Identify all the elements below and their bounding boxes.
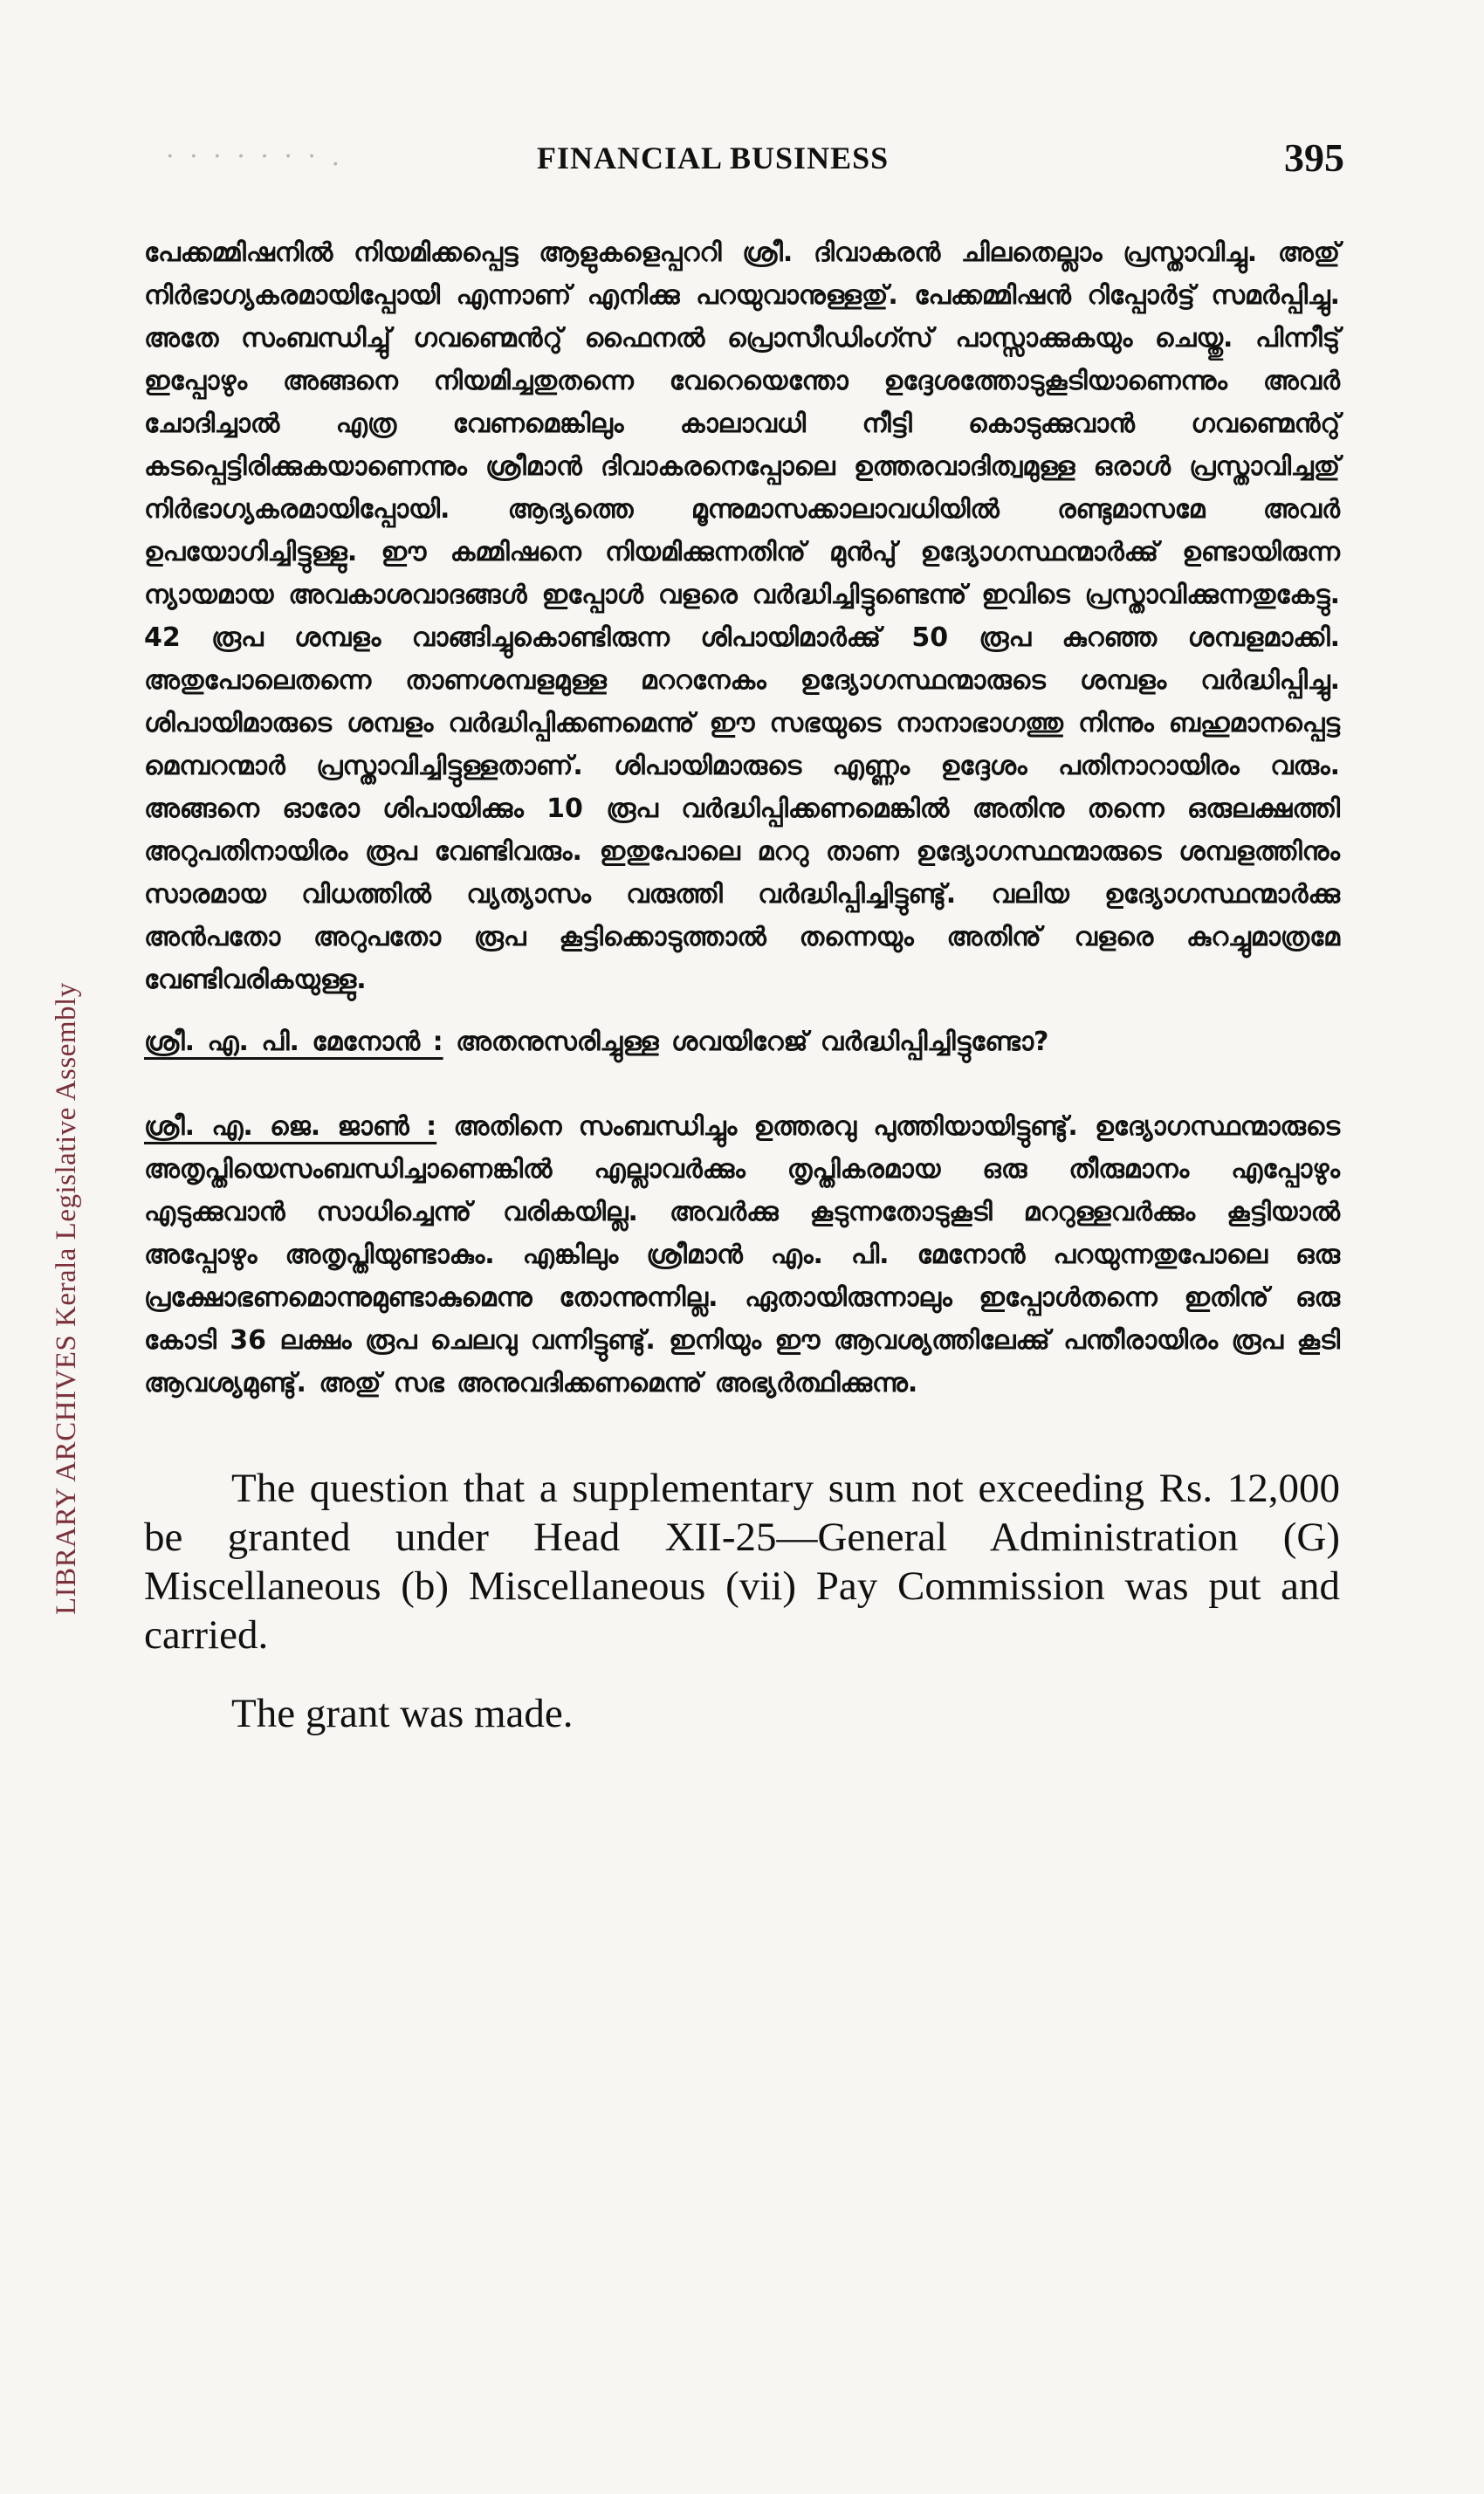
speech-menon <box>144 1020 1340 1063</box>
page-header <box>144 131 1344 183</box>
speech-john <box>144 1105 1340 1405</box>
archive-stamp: LIBRARY ARCHIVES Kerala Legislative Assembly <box>51 982 82 1615</box>
question-paragraph: The question that a supplementary sum not exceeding Rs. 12,000 be granted under Head XII-25—General Administration (G) Miscellaneous (b) Miscellaneous (vii) Pay Commission was put and carried. <box>144 1466 1340 1658</box>
header-faded-text: · · · · · · · . <box>166 141 344 172</box>
speaker-name: ശ്രീ. എ. പി. മേനോൻ : <box>144 1027 443 1057</box>
speech-text: അതനുസരിച്ചുള്ള ശവയിറേജ് വർദ്ധിപ്പിച്ചിട്ടുണ്ടോ? <box>456 1027 1049 1057</box>
page-number: 395 <box>1284 135 1344 180</box>
page-body <box>144 231 1340 1738</box>
speaker-name: ശ്രീ. എ. ജെ. ജാൺ : <box>144 1111 437 1142</box>
paragraph-1: പേക്കമ്മിഷനിൽ നിയമിക്കപ്പെട്ട ആളുകളെപ്പററി ശ്രീ. ദിവാകരൻ ചിലതെല്ലാം പ്രസ്താവിച്ചു. അതു് നിർഭാഗ്യകരമായിപ്പോയി എന്നാണ് എനിക്കു പറയുവാനുള്ളതു്. പേക്കമ്മിഷൻ റിപ്പോർട്ട് സമർപ്പിച്ചു. അതേ സംബന്ധിച്ചു് ഗവണ്മെൻറു് ഫൈനൽ പ്രൊസീഡിംഗ്സ് പാസ്സാക്കുകയും ചെയ്തു. പിന്നീടു് ഇപ്പോഴും അങ്ങനെ നിയമിച്ചതുതന്നെ വേറെയെന്തോ ഉദ്ദേശത്തോടുകൂടിയാണെന്നും അവർ ചോദിച്ചാൽ എത്ര വേണമെങ്കിലും കാലാവധി നീട്ടി കൊടുക്കുവാൻ ഗവണ്മെൻറു് കടപ്പെട്ടിരിക്കുകയാണെന്നും ശ്രീമാൻ ദിവാകരനെപ്പോലെ ഉത്തരവാദിത്വമുള്ള ഒരാൾ പ്രസ്താവിച്ചതു് നിർഭാഗ്യകരമായിപ്പോയി. ആദ്യത്തെ മൂന്നുമാസക്കാലാവധിയിൽ രണ്ടുമാസമേ അവർ ഉപയോഗിച്ചിട്ടുള്ളു. ഈ കമ്മിഷനെ നിയമിക്കുന്നതിനു് മുൻപു് ഉദ്യോഗസ്ഥന്മാർക്കു് ഉണ്ടായിരുന്ന ന്യായമായ അവകാശവാദങ്ങൾ ഇപ്പോൾ വളരെ വർദ്ധിച്ചിട്ടുണ്ടെന്നു് ഇവിടെ പ്രസ്താവിക്കുന്നതുകേട്ടു. 42 രൂപ ശമ്പളം വാങ്ങിച്ചുകൊണ്ടിരുന്ന ശിപായിമാർക്കു് 50 രൂപ കുറഞ്ഞ ശമ്പളമാക്കി. അതുപോലെതന്നെ താണശമ്പളമുള്ള മററനേകം ഉദ്യോഗസ്ഥന്മാരുടെ ശമ്പളം വർദ്ധിപ്പിച്ചു. ശിപായിമാരുടെ ശമ്പളം വർദ്ധിപ്പിക്കണമെന്നു് ഈ സഭയുടെ നാനാഭാഗത്തു നിന്നും ബഹുമാനപ്പെട്ട മെമ്പറന്മാർ പ്രസ്താവിച്ചിട്ടുള്ളതാണ്. ശിപായിമാരുടെ എണ്ണം ഉദ്ദേശം പതിനാറായിരം വരും. അങ്ങനെ ഓരോ ശിപായിക്കും 10 രൂപ വർദ്ധിപ്പിക്കണമെങ്കിൽ അതിനു തന്നെ ഒരുലക്ഷത്തി അറുപതിനായിരം രൂപ വേണ്ടിവരും. ഇതുപോലെ മററു താണ ഉദ്യോഗസ്ഥന്മാരുടെ ശമ്പളത്തിനും സാരമായ വിധത്തിൽ വ്യത്യാസം വരുത്തി വർദ്ധിപ്പിച്ചിട്ടുണ്ടു്. വലിയ ഉദ്യോഗസ്ഥന്മാർക്കു അൻപതോ അറുപതോ രൂപ കൂട്ടിക്കൊടുത്താൽ തന്നെയും അതിനു് വളരെ കുറച്ചുമാത്രമേ വേണ്ടിവരികയുള്ളു. <box>144 237 1340 995</box>
header-title: FINANCIAL BUSINESS <box>537 141 890 175</box>
grant-paragraph: The grant was made. <box>231 1691 574 1736</box>
speech-text: അതിനെ സംബന്ധിച്ചും ഉത്തരവു പുത്തിയായിട്ടുണ്ടു്. ഉദ്യോഗസ്ഥന്മാരുടെ അതൃപ്തിയെസംബന്ധിച്ചാണെങ്കിൽ എല്ലാവർക്കും തൃപ്തികരമായ ഒരു തീരുമാനം എപ്പോഴും എടുക്കുവാൻ സാധിച്ചെന്നു് വരികയില്ല. അവർക്കു കൂടുന്നതോടുകൂടി മററുള്ളവർക്കും കൂട്ടിയാൽ അപ്പോഴും അതൃപ്തിയുണ്ടാകും. എങ്കിലും ശ്രീമാൻ എം. പി. മേനോൻ പറയുന്നതുപോലെ ഒരു പ്രക്ഷോഭണമൊന്നുമുണ്ടാകുമെന്നു തോന്നുന്നില്ല. ഏതായിരുന്നാലും ഇപ്പോൾതന്നെ ഇതിനു് ഒരു കോടി 36 ലക്ഷം രൂപ ചെലവു വന്നിട്ടുണ്ടു്. ഇനിയും ഈ ആവശ്യത്തിലേക്കു് പന്തീരായിരം രൂപ കൂടി ആവശ്യമുണ്ടു്. അതു് സഭ അനുവദിക്കണമെന്നു് അഭ്യർത്ഥിക്കുന്നു. <box>144 1111 1340 1398</box>
